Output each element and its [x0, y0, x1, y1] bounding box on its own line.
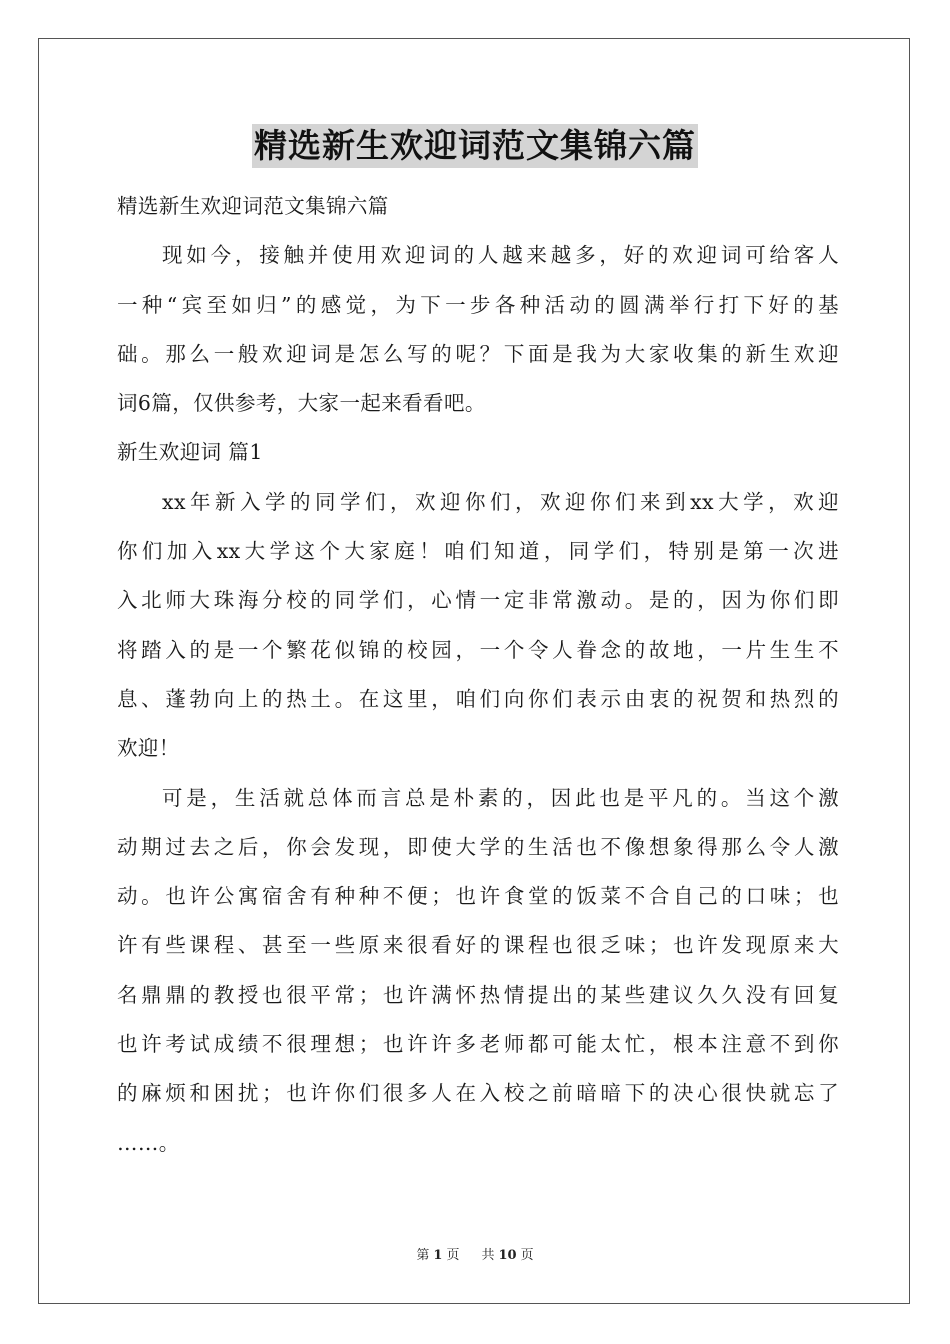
text-line: 欢迎！ — [117, 736, 180, 761]
text-line: 息、蓬勃向上的热土。在这里，咱们向你们表示由衷的祝贺和热烈的 — [117, 686, 839, 711]
total-suffix: 页 — [520, 1248, 534, 1263]
text-line: 将踏入的是一个繁花似锦的校园，一个令人眷念的故地，一片生生不 — [117, 637, 839, 662]
text-line: xx年新入学的同学们，欢迎你们，欢迎你们来到xx大学，欢迎 — [162, 489, 839, 514]
text-line: 可是，生活就总体而言总是朴素的，因此也是平凡的。当这个激 — [162, 785, 839, 810]
text-line: 的麻烦和困扰；也许你们很多人在入校之前暗暗下的决心很快就忘了 — [117, 1081, 839, 1106]
page-total: 10 — [498, 1248, 517, 1263]
text-line: 精选新生欢迎词范文集锦六篇 — [117, 194, 389, 218]
page-prefix: 第 — [416, 1248, 430, 1263]
text-line: 动期过去之后，你会发现，即使大学的生活也不像想象得那么令人激 — [117, 834, 839, 859]
text-line: 一种“宾至如归”的感觉，为下一步各种活动的圆满举行打下好的基 — [117, 292, 839, 317]
page-footer — [0, 1246, 950, 1266]
text-line: 词6篇，仅供参考，大家一起来看看吧。 — [117, 391, 486, 416]
title-container — [0, 124, 950, 168]
text-line: 现如今，接触并使用欢迎词的人越来越多，好的欢迎词可给客人 — [162, 243, 839, 268]
text-line: 动。也许公寓宿舍有种种不便；也许食堂的饭菜不合自己的口味；也 — [117, 884, 839, 909]
text-line: 新生欢迎词 篇1 — [117, 440, 263, 465]
document-body — [117, 182, 839, 1168]
page-suffix: 页 — [446, 1248, 460, 1263]
text-line: 也许考试成绩不很理想；也许许多老师都可能太忙，根本注意不到你 — [117, 1032, 839, 1057]
document-title: 精选新生欢迎词范文集锦六篇 — [252, 124, 698, 168]
page-current: 1 — [433, 1248, 443, 1263]
total-prefix: 共 — [481, 1248, 495, 1263]
text-line: ……。 — [117, 1130, 180, 1155]
text-line: 名鼎鼎的教授也很平常；也许满怀热情提出的某些建议久久没有回复 — [117, 982, 839, 1007]
text-line: 许有些课程、甚至一些原来很看好的课程也很乏味；也许发现原来大 — [117, 933, 839, 958]
text-line: 你们加入xx大学这个大家庭！咱们知道，同学们，特别是第一次进 — [117, 539, 839, 564]
text-line: 入北师大珠海分校的同学们，心情一定非常激动。是的，因为你们即 — [117, 588, 839, 613]
text-line: 础。那么一般欢迎词是怎么写的呢？下面是我为大家收集的新生欢迎 — [117, 341, 839, 366]
